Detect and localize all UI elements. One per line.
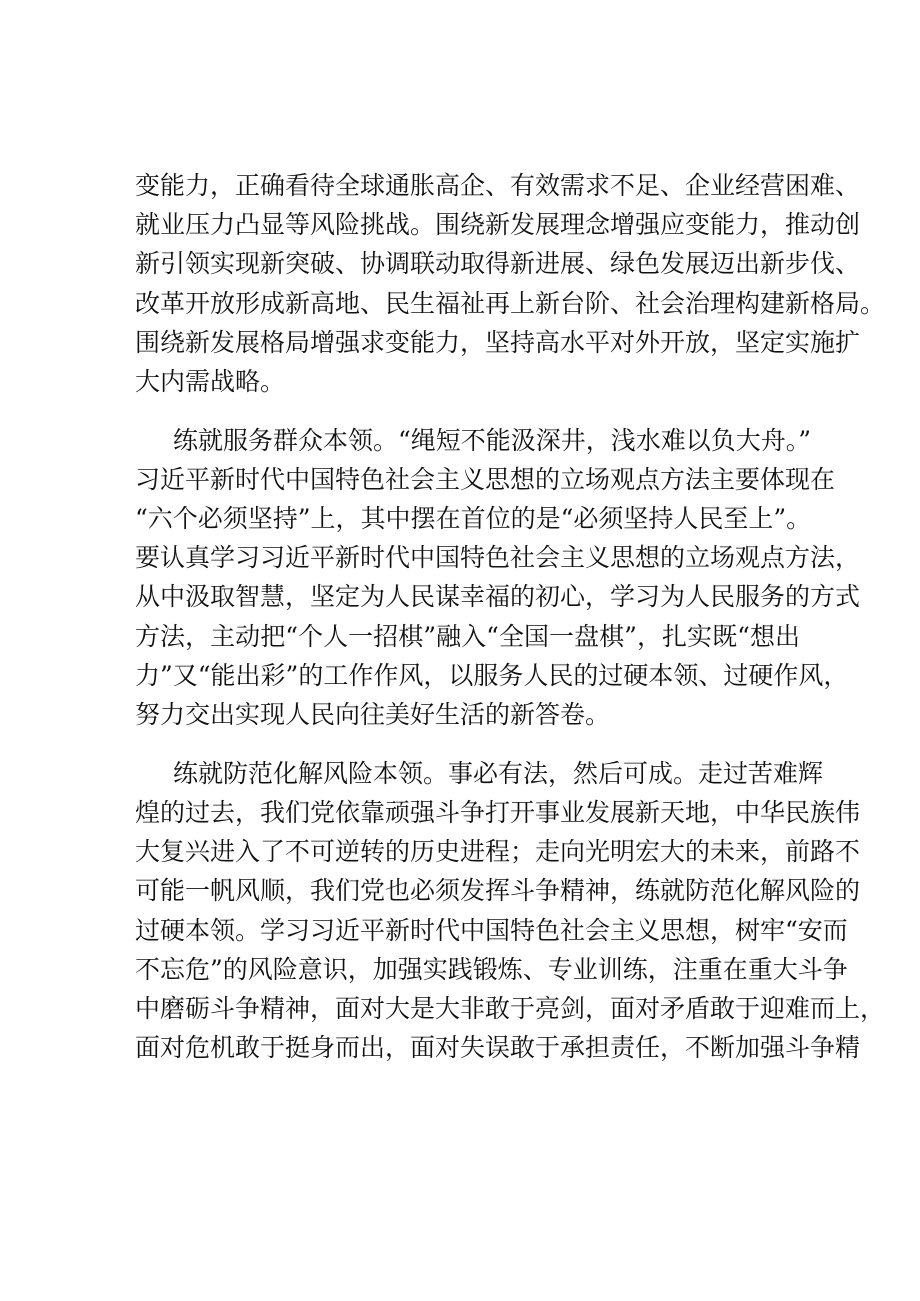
paragraph-line: 可能一帆风顺，我们党也必须发挥斗争精神，练就防范化解风险的 [135, 876, 861, 906]
paragraph-spacer [135, 401, 800, 421]
paragraph-line: 力”又“能出彩”的工作作风，以服务人民的过硬本领、过硬作风， [135, 660, 849, 690]
paragraph-line: 改革开放形成新高地、民生福祉再上新台阶、社会治理构建新格局。 [135, 288, 886, 318]
paragraph-line: 煌的过去，我们党依靠顽强斗争打开事业发展新天地，中华民族伟 [135, 798, 861, 827]
paragraph-line: 过硬本领。学习习近平新时代中国特色社会主义思想，树牢“安而 [135, 915, 848, 945]
paragraph-line: 围绕新发展格局增强求变能力，坚持高水平对外开放，坚定实施扩 [135, 327, 861, 357]
paragraph-3 [135, 754, 886, 1068]
paragraph-line: 中磨砺斗争精神，面对大是大非敢于亮剑，面对矛盾敢于迎难而上， [135, 993, 886, 1023]
document-body [135, 166, 886, 1067]
paragraph-line: 面对危机敢于挺身而出，面对失误敢于承担责任，不断加强斗争精 [135, 1033, 861, 1063]
paragraph-line: 大复兴进入了不可逆转的历史进程；走向光明宏大的未来，前路不 [135, 837, 861, 867]
paragraph-line: “六个必须坚持”上，其中摆在首位的是“必须坚持人民至上”。 [135, 504, 812, 534]
paragraph-line: 大内需战略。 [135, 366, 286, 396]
paragraph-line: 从中汲取智慧，坚定为人民谋幸福的初心，学习为人民服务的方式 [135, 582, 861, 612]
paragraph-line: 变能力，正确看待全球通胀高企、有效需求不足、企业经营困难、 [135, 171, 861, 200]
paragraph-line: 练就防范化解风险本领。事必有法，然后可成。走过苦难辉 [173, 758, 824, 788]
paragraph-line: 习近平新时代中国特色社会主义思想的立场观点方法主要体现在 [135, 464, 836, 494]
paragraph-2 [135, 421, 861, 735]
paragraph-line: 方法，主动把“个人一招棋”融入“全国一盘棋”，扎实既“想出 [135, 621, 800, 651]
paragraph-line: 练就服务群众本领。“绳短不能汲深井，浅水难以负大舟。” [173, 425, 812, 455]
paragraph-spacer [135, 734, 800, 754]
paragraph-line: 不忘危”的风险意识，加强实践锻炼、专业训练，注重在重大斗争 [135, 954, 848, 984]
paragraph-1 [135, 166, 886, 401]
paragraph-line: 就业压力凸显等风险挑战。围绕新发展理念增强应变能力，推动创 [135, 210, 861, 240]
paragraph-line: 要认真学习习近平新时代中国特色社会主义思想的立场观点方法， [135, 543, 861, 573]
paragraph-line: 新引领实现新突破、协调联动取得新进展、绿色发展迈出新步伐、 [135, 249, 861, 279]
paragraph-line: 努力交出实现人民向往美好生活的新答卷。 [135, 700, 611, 730]
